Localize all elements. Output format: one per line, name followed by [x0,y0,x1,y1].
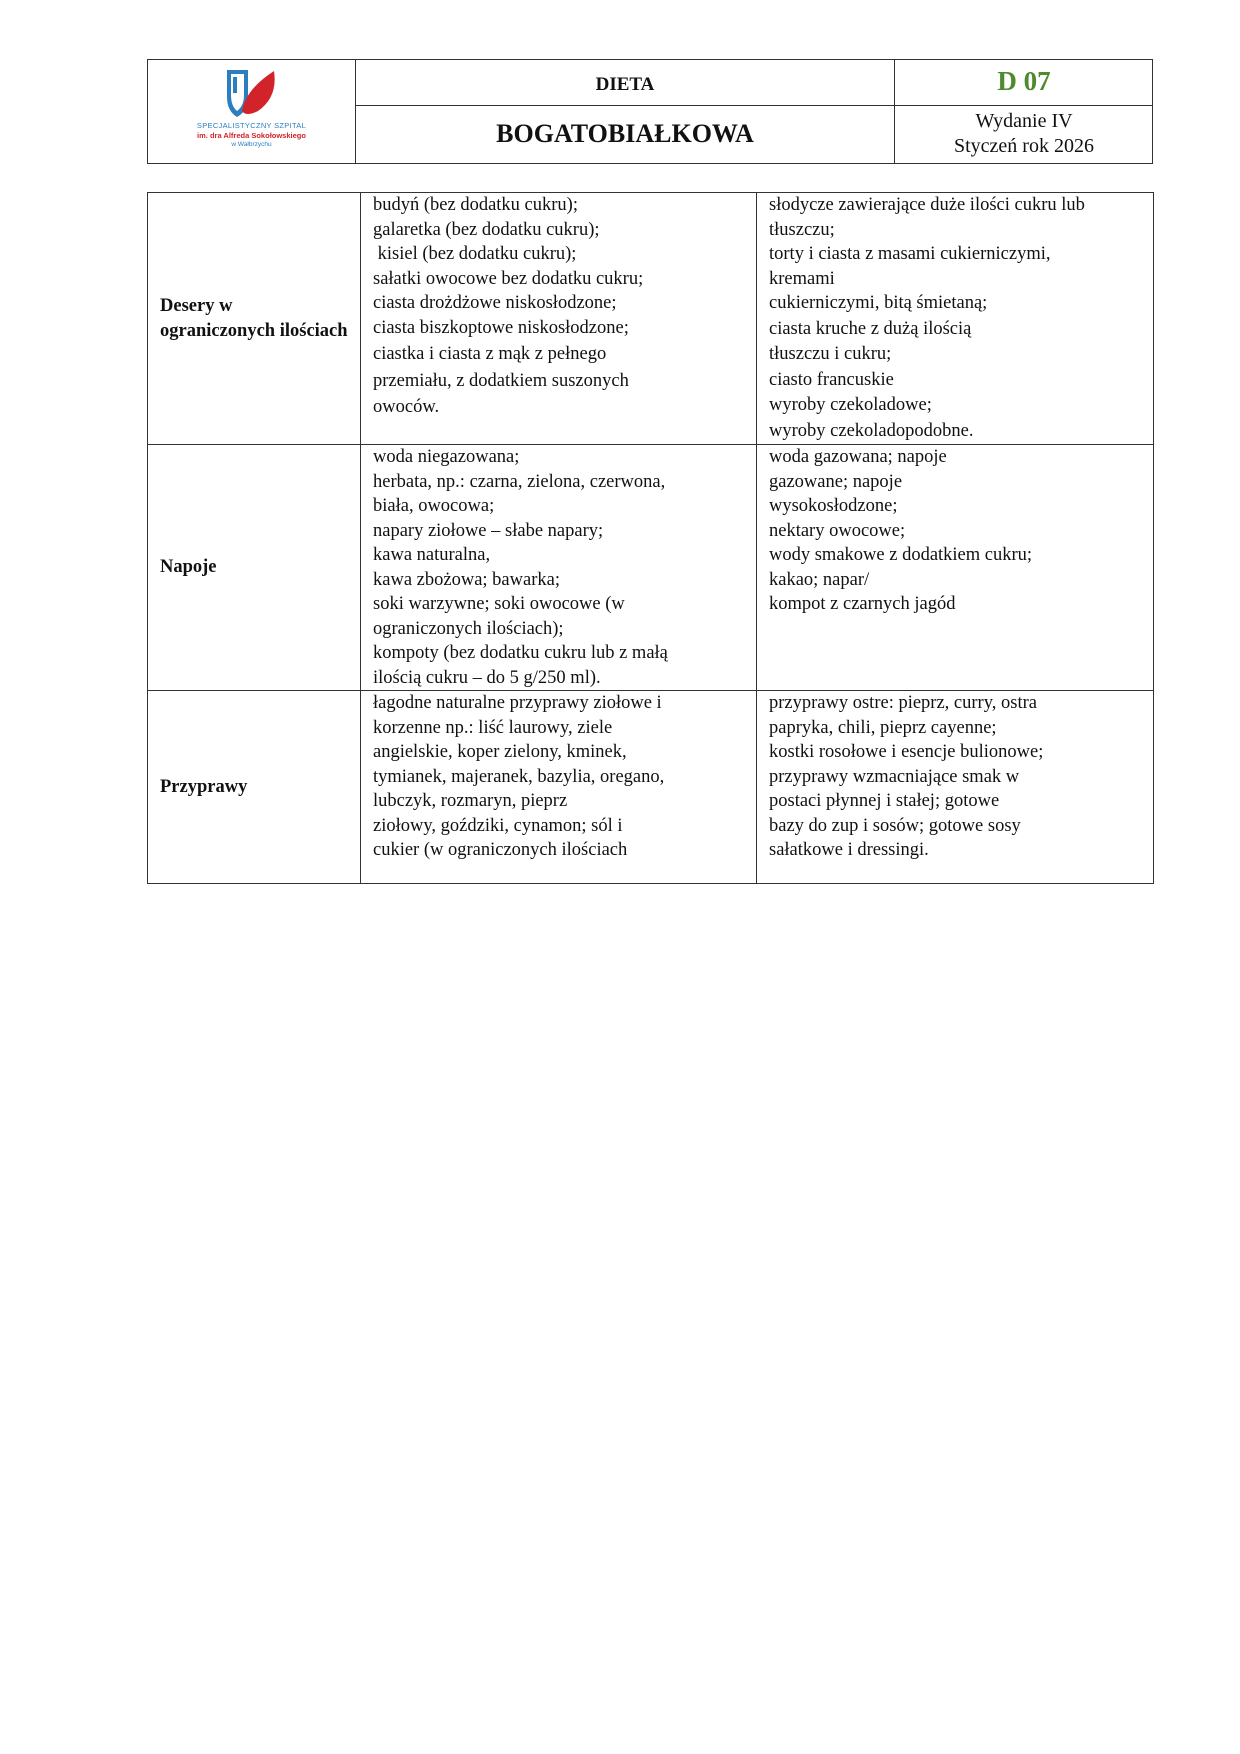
list-item: cukier (w ograniczonych ilościach [373,840,628,860]
list-item: tłuszczu; [769,219,835,240]
list-item: papryka, chili, pieprz cayenne; [769,717,997,738]
hospital-logo-icon [224,67,280,121]
logo-text-line: im. dra Alfreda Sokołowskiego [197,131,306,140]
allowed-products-cell [361,193,757,445]
list-item: ciasta kruche z dużą ilością [769,318,972,339]
list-item: tłuszczu i cukru; [769,344,892,364]
diet-title: BOGATOBIAŁKOWA [496,119,754,148]
list-item: łagodne naturalne przyprawy ziołowe i [373,693,662,713]
hospital-logo [148,60,355,163]
logo-text-line: w Wałbrzychu [231,141,272,148]
list-item: przyprawy ostre: pieprz, curry, ostra [769,693,1037,713]
list-item: bazy do zup i sosów; gotowe sosy [769,815,1021,836]
list-item: słodycze zawierające duże ilości cukru lub [769,195,1085,215]
list-item: kompot z czarnych jagód [769,594,956,614]
forbidden-products-cell [757,445,1154,691]
document-code: D 07 [997,66,1051,96]
list-item: galaretka (bez dodatku cukru); [373,219,600,240]
list-item: woda niegazowana; [373,447,520,467]
list-item: biała, owocowa; [373,496,495,516]
list-item: ograniczonych ilościach); [373,618,564,639]
edition-date: Styczeń rok 2026 [954,135,1094,157]
category-cell: Desery w ograniczonych ilościach [148,193,361,445]
list-item: wysokosłodzone; [769,496,898,516]
forbidden-products-cell [757,193,1154,445]
diet-products-table [147,192,1154,884]
list-item: kawa naturalna, [373,545,491,565]
category-cell: Przyprawy [148,691,361,884]
list-item: herbata, np.: czarna, zielona, czerwona, [373,471,666,492]
list-item: kompoty (bez dodatku cukru lub z małą [373,643,668,663]
category-cell: Napoje [148,445,361,691]
list-item: napary ziołowe – słabe napary; [373,520,604,541]
list-item: sałatkowe i dressingi. [769,840,929,860]
forbidden-products-cell [757,691,1154,884]
allowed-products-cell [361,445,757,691]
list-item: kostki rosołowe i esencje bulionowe; [769,742,1044,762]
list-item: ciasta biszkoptowe niskosłodzone; [373,317,629,338]
list-item: ciastka i ciasta z mąk z pełnego [373,344,607,364]
list-item: sałatki owocowe bez dodatku cukru; [373,268,644,289]
edition-info [895,109,1153,159]
header-divider [355,105,1152,106]
edition-label: Wydanie IV [975,110,1073,132]
list-item: tymianek, majeranek, bazylia, oregano, [373,766,665,787]
list-item: kremami [769,268,835,289]
list-item: soki warzywne; soki owocowe (w [373,594,625,614]
list-item: postaci płynnej i stałej; gotowe [769,791,1000,811]
table-row [148,445,1154,691]
list-item: korzenne np.: liść laurowy, ziele [373,717,613,738]
table-row [148,691,1154,884]
list-item: ciasto francuskie [769,369,894,390]
logo-text-line: SPECJALISTYCZNY SZPITAL [196,121,307,130]
document-header [147,59,1153,164]
list-item: lubczyk, rozmaryn, pieprz [373,791,568,811]
list-item: budyń (bez dodatku cukru); [373,195,578,215]
diet-label: DIETA [595,74,655,95]
list-item: kakao; napar/ [769,569,870,590]
allowed-products-cell [361,691,757,884]
list-item: wody smakowe z dodatkiem cukru; [769,545,1033,565]
list-item: torty i ciasta z masami cukierniczymi, [769,244,1051,264]
list-item: angielskie, koper zielony, kminek, [373,742,627,762]
list-item: gazowane; napoje [769,471,903,492]
list-item: ziołowy, goździki, cynamon; sól i [373,815,623,836]
list-item: wyroby czekoladopodobne. [769,420,974,441]
list-item: przyprawy wzmacniające smak w [769,766,1020,787]
list-item: kisiel (bez dodatku cukru); [373,244,577,264]
list-item: nektary owocowe; [769,520,906,541]
list-item: wyroby czekoladowe; [769,395,932,415]
list-item: przemiału, z dodatkiem suszonych [373,370,629,391]
list-item: woda gazowana; napoje [769,447,947,467]
list-item: ciasta drożdżowe niskosłodzone; [373,293,617,313]
table-row [148,193,1154,445]
list-item: owoców. [373,397,440,417]
list-item: cukierniczymi, bitą śmietaną; [769,293,988,313]
list-item: kawa zbożowa; bawarka; [373,569,560,590]
list-item: ilością cukru – do 5 g/250 ml). [373,667,601,688]
